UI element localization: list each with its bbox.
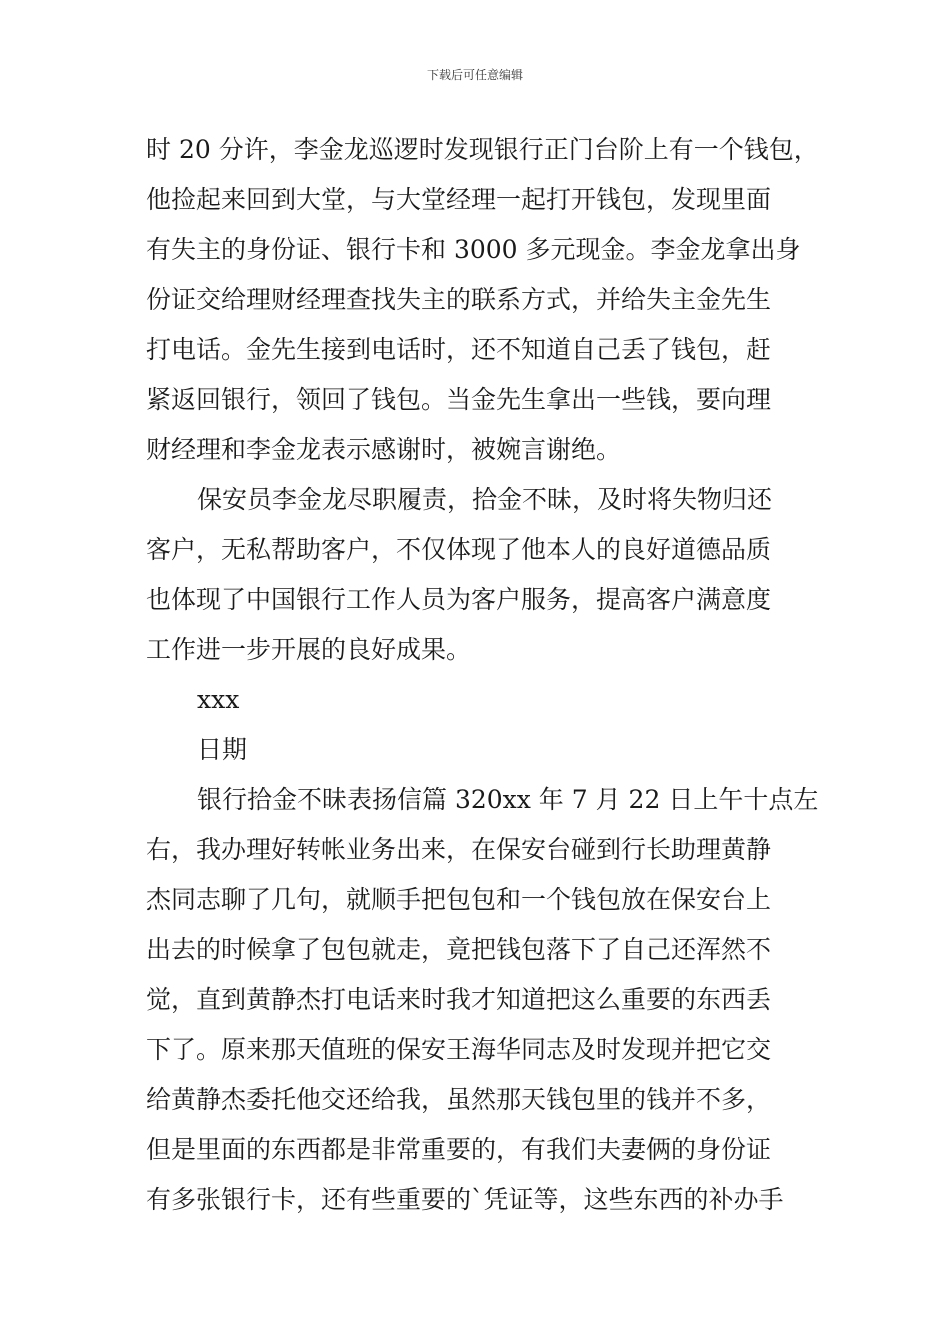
text-line: 时 20 分许，李金龙巡逻时发现银行正门台阶上有一个钱包， (146, 135, 819, 164)
text-line: 工作进一步开展的良好成果。 (146, 635, 472, 664)
text-line: 他捡起来回到大堂，与大堂经理一起打开钱包，发现里面 (146, 185, 772, 214)
text-line: 保安员李金龙尽职履责，拾金不昧，及时将失物归还 (197, 485, 773, 514)
text-line: 银行拾金不昧表扬信篇 320xx 年 7 月 22 日上午十点左 (197, 785, 819, 814)
text-line: 但是里面的东西都是非常重要的，有我们夫妻俩的身份证 (146, 1135, 772, 1164)
text-line: 杰同志聊了几句，就顺手把包包和一个钱包放在保安台上 (146, 885, 772, 914)
text-line: 出去的时候拿了包包就走，竟把钱包落下了自己还浑然不 (146, 935, 772, 964)
text-line: 份证交给理财经理查找失主的联系方式，并给失主金先生 (146, 285, 772, 314)
text-line: 财经理和李金龙表示感谢时，被婉言谢绝。 (146, 435, 622, 464)
text-line: 下了。原来那天值班的保安王海华同志及时发现并把它交 (146, 1035, 772, 1064)
text-line: 也体现了中国银行工作人员为客户服务，提高客户满意度 (146, 585, 772, 614)
text-line: 打电话。金先生接到电话时，还不知道自己丢了钱包，赶 (146, 335, 772, 364)
text-line: 给黄静杰委托他交还给我，虽然那天钱包里的钱并不多， (146, 1085, 772, 1114)
text-line: 紧返回银行，领回了钱包。当金先生拿出一些钱，要向理 (146, 385, 772, 414)
signature-line: xxx (197, 685, 240, 714)
text-line: 客户，无私帮助客户，不仅体现了他本人的良好道德品质 (146, 535, 772, 564)
text-line: 觉，直到黄静杰打电话来时我才知道把这么重要的东西丢 (146, 985, 772, 1014)
date-line: 日期 (197, 735, 248, 764)
text-line: 右，我办理好转帐业务出来，在保安台碰到行长助理黄静 (146, 835, 772, 864)
text-line: 有失主的身份证、银行卡和 3000 多元现金。李金龙拿出身 (146, 235, 801, 264)
page-header: 下载后可任意编辑 (426, 68, 523, 82)
text-line: 有多张银行卡，还有些重要的`凭证等，这些东西的补办手 (146, 1185, 784, 1214)
